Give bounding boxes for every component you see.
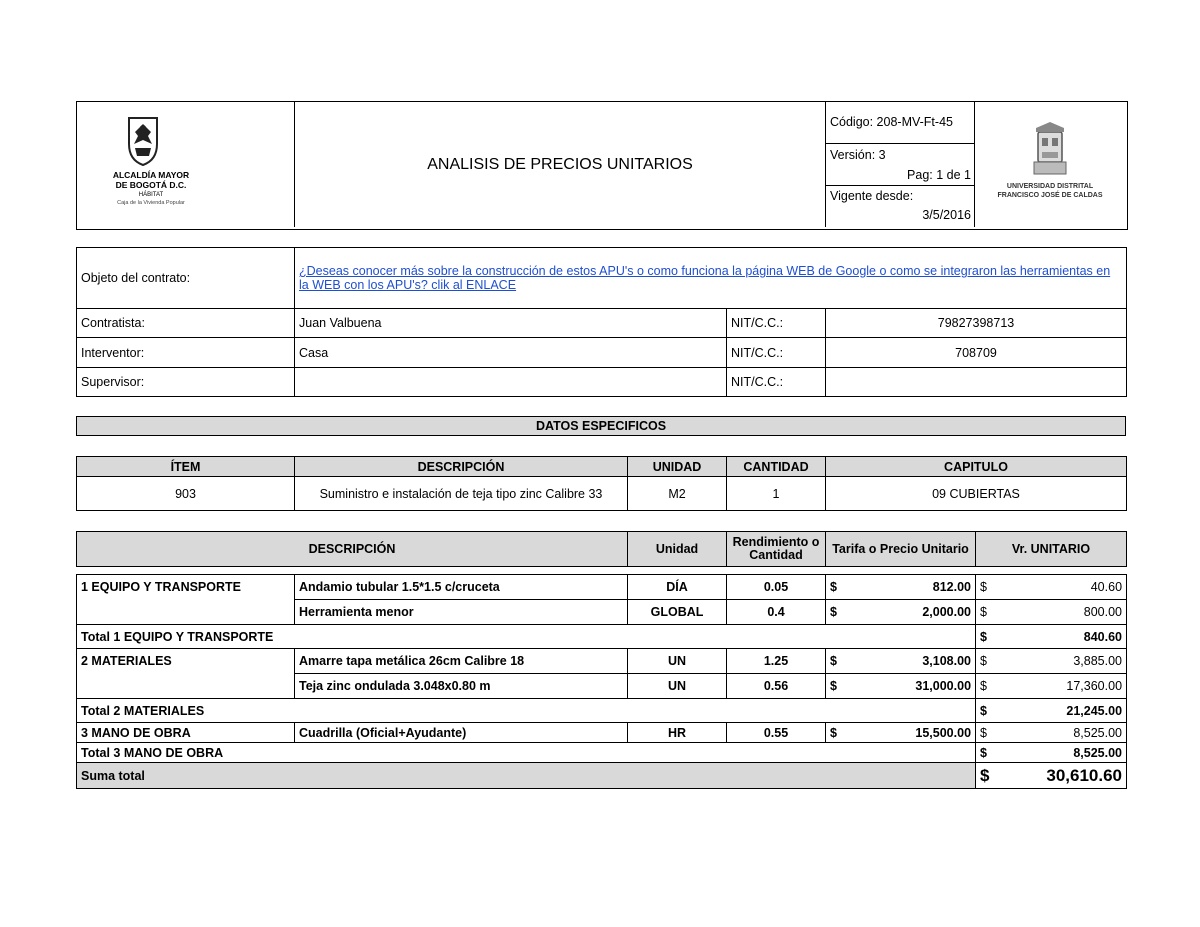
subtotal-value: 21,245.00	[1066, 703, 1123, 718]
currency-symbol: $	[830, 725, 837, 740]
supervisor-nit	[826, 368, 1127, 397]
currency-symbol: $	[980, 654, 987, 668]
spec-header-cantidad: CANTIDAD	[727, 457, 826, 477]
group-label: 1 EQUIPO Y TRANSPORTE	[77, 575, 295, 600]
row-vr-unitario: 800.00	[1083, 605, 1123, 619]
vigente-label: Vigente desde:	[830, 189, 914, 203]
vigente-date: 3/5/2016	[922, 208, 971, 222]
apu-spacer-row	[77, 567, 1127, 575]
supervisor-nit-label: NIT/C.C.:	[727, 368, 826, 397]
contratista-label: Contratista:	[77, 309, 295, 338]
row-precio: 31,000.00	[915, 679, 972, 693]
contratista-value: Juan Valbuena	[295, 309, 727, 338]
apu-header-row	[77, 532, 1127, 567]
spec-cantidad: 1	[727, 477, 826, 511]
row-cantidad: 0.55	[727, 723, 826, 743]
table-row	[77, 674, 1127, 699]
subtotal-label: Total 3 MANO DE OBRA	[77, 743, 976, 763]
row-precio: 3,108.00	[922, 654, 972, 668]
item-spec-table	[76, 456, 1127, 511]
row-cantidad: 0.05	[727, 575, 826, 600]
row-unidad: GLOBAL	[628, 600, 727, 625]
row-unidad: HR	[628, 723, 727, 743]
row-descripcion: Amarre tapa metálica 26cm Calibre 18	[295, 649, 628, 674]
row-precio: 15,500.00	[915, 725, 972, 740]
currency-symbol: $	[980, 725, 987, 740]
apu-header-unidad: Unidad	[628, 532, 727, 567]
apu-table	[76, 531, 1127, 789]
row-cantidad: 1.25	[727, 649, 826, 674]
apu-header-rendimiento: Rendimiento o Cantidad	[727, 532, 826, 567]
contratista-nit-label: NIT/C.C.:	[727, 309, 826, 338]
currency-symbol: $	[980, 580, 987, 594]
datos-especificos-title: DATOS ESPECIFICOS	[76, 416, 1126, 436]
spec-unidad: M2	[628, 477, 727, 511]
contratista-nit: 79827398713	[826, 309, 1127, 338]
subtotal-row	[77, 743, 1127, 763]
document-header	[76, 101, 1128, 230]
currency-symbol: $	[980, 679, 987, 693]
version-field: Versión: 3	[830, 148, 886, 162]
row-descripcion: Cuadrilla (Oficial+Ayudante)	[295, 723, 628, 743]
objeto-link[interactable]: ¿Deseas conocer más sobre la construcción de estos APU's o como funciona la página WEB de Google o como se integraron las herramientas en la WEB con los APU's? clik al ENLACE	[295, 248, 1127, 309]
row-descripcion: Andamio tubular 1.5*1.5 c/cruceta	[295, 575, 628, 600]
spec-item: 903	[77, 477, 295, 511]
group-label: 3 MANO DE OBRA	[77, 723, 295, 743]
page-number: Pag: 1 de 1	[907, 168, 971, 182]
alcaldia-logo-line2: DE BOGOTÁ D.C.	[115, 180, 187, 190]
universidad-logo-line2: FRANCISCO JOSÉ DE CALDAS	[997, 192, 1103, 199]
alcaldia-logo-line1: ALCALDÍA MAYOR	[112, 170, 190, 180]
currency-symbol: $	[830, 654, 837, 668]
universidad-logo	[975, 102, 1125, 227]
universidad-logo-line1: UNIVERSIDAD DISTRITAL	[1006, 183, 1094, 190]
objeto-label: Objeto del contrato:	[77, 248, 295, 309]
university-seal-icon	[1030, 122, 1070, 178]
alcaldia-logo-line3: HÁBITAT	[138, 192, 164, 198]
interventor-nit-label: NIT/C.C.:	[727, 338, 826, 368]
subtotal-row	[77, 699, 1127, 723]
table-row	[77, 600, 1127, 625]
apu-header-tarifa: Tarifa o Precio Unitario	[826, 532, 976, 567]
grand-total-value: 30,610.60	[1046, 765, 1123, 785]
subtotal-value: 8,525.00	[1073, 745, 1123, 760]
spec-data-row	[77, 477, 1127, 511]
row-unidad: UN	[628, 674, 727, 699]
row-descripcion: Teja zinc ondulada 3.048x0.80 m	[295, 674, 628, 699]
currency-symbol: $	[980, 745, 987, 760]
codigo-field: Código: 208-MV-Ft-45	[826, 102, 975, 144]
spec-capitulo: 09 CUBIERTAS	[826, 477, 1127, 511]
alcaldia-logo	[77, 102, 295, 227]
contratista-row	[77, 309, 1127, 338]
spec-header-row	[77, 457, 1127, 477]
supervisor-value	[295, 368, 727, 397]
grand-total-label: Suma total	[77, 763, 976, 789]
apu-header-descripcion: DESCRIPCIÓN	[77, 532, 628, 567]
spec-header-unidad: UNIDAD	[628, 457, 727, 477]
currency-symbol: $	[980, 605, 987, 619]
row-vr-unitario: 8,525.00	[1073, 725, 1123, 740]
interventor-label: Interventor:	[77, 338, 295, 368]
version-cell	[826, 144, 975, 186]
spec-header-descripcion: DESCRIPCIÓN	[295, 457, 628, 477]
table-row	[77, 649, 1127, 674]
group-label: 2 MATERIALES	[77, 649, 295, 674]
currency-symbol: $	[980, 765, 990, 785]
grand-total-row	[77, 763, 1127, 789]
subtotal-label: Total 2 MATERIALES	[77, 699, 976, 723]
row-vr-unitario: 3,885.00	[1073, 654, 1123, 668]
page-title: ANALISIS DE PRECIOS UNITARIOS	[295, 102, 826, 227]
subtotal-value: 840.60	[1083, 629, 1123, 644]
row-precio: 2,000.00	[922, 605, 972, 619]
vigente-cell	[826, 186, 975, 227]
spec-header-capitulo: CAPITULO	[826, 457, 1127, 477]
currency-symbol: $	[830, 605, 837, 619]
alcaldia-logo-line4: Caja de la Vivienda Popular	[117, 200, 185, 206]
row-descripcion: Herramienta menor	[295, 600, 628, 625]
contract-info-table	[76, 247, 1127, 397]
row-precio: 812.00	[932, 580, 972, 594]
interventor-nit: 708709	[826, 338, 1127, 368]
row-vr-unitario: 17,360.00	[1066, 679, 1123, 693]
table-row	[77, 575, 1127, 600]
row-unidad: UN	[628, 649, 727, 674]
currency-symbol: $	[830, 679, 837, 693]
apu-header-vr-unitario: Vr. UNITARIO	[976, 532, 1127, 567]
supervisor-label: Supervisor:	[77, 368, 295, 397]
row-unidad: DÍA	[628, 575, 727, 600]
supervisor-row	[77, 368, 1127, 397]
interventor-row	[77, 338, 1127, 368]
subtotal-row	[77, 625, 1127, 649]
row-cantidad: 0.4	[727, 600, 826, 625]
subtotal-label: Total 1 EQUIPO Y TRANSPORTE	[77, 625, 976, 649]
spec-header-item: ÍTEM	[77, 457, 295, 477]
row-cantidad: 0.56	[727, 674, 826, 699]
interventor-value: Casa	[295, 338, 727, 368]
coat-of-arms-icon	[125, 114, 161, 166]
table-row	[77, 723, 1127, 743]
currency-symbol: $	[830, 580, 837, 594]
row-vr-unitario: 40.60	[1090, 580, 1123, 594]
currency-symbol: $	[980, 629, 987, 644]
spec-descripcion: Suministro e instalación de teja tipo zinc Calibre 33	[295, 477, 628, 511]
objeto-row	[77, 248, 1127, 309]
currency-symbol: $	[980, 703, 987, 718]
